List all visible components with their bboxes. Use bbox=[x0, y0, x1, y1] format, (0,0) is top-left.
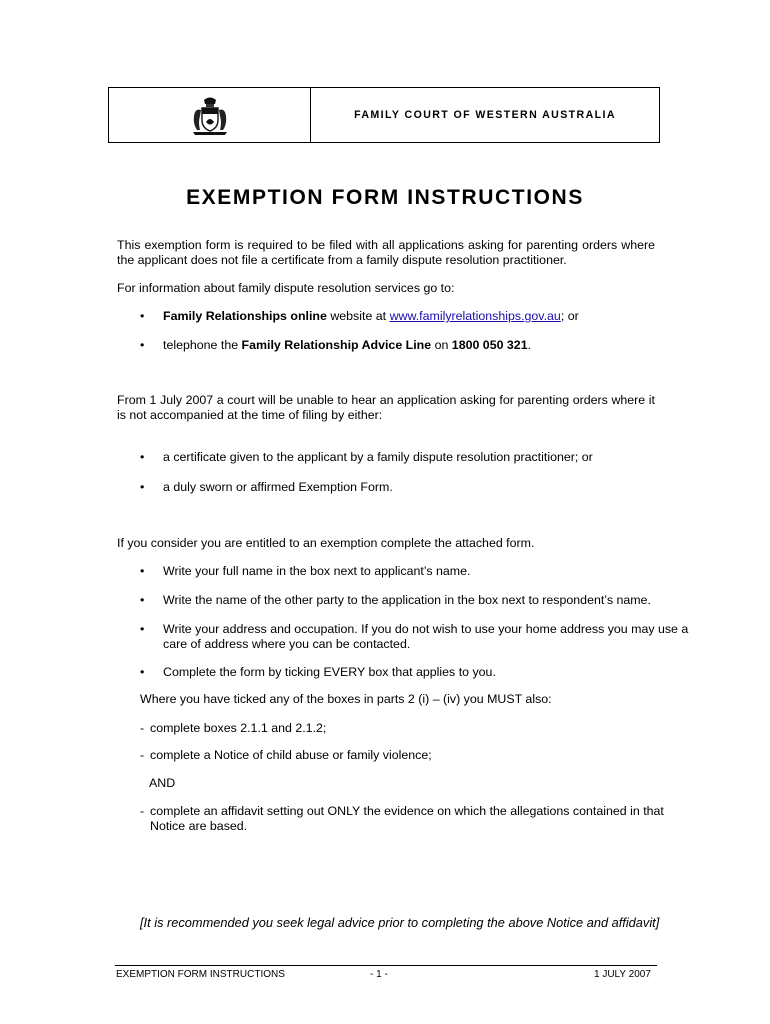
dash-marker: - bbox=[140, 748, 145, 762]
dash-marker: - bbox=[140, 804, 145, 818]
list-item: complete a Notice of child abuse or family violence; bbox=[150, 748, 432, 762]
service-text: website at bbox=[326, 309, 390, 323]
service-text-end: ; or bbox=[560, 309, 579, 323]
page-title: EXEMPTION FORM INSTRUCTIONS bbox=[186, 186, 584, 209]
bullet-icon: • bbox=[140, 622, 145, 636]
list-item: complete an affidavit setting out ONLY the evidence on which the allegations contained in that Notice are based. bbox=[150, 804, 664, 833]
intro-paragraph: This exemption form is required to be filed with all applications asking for parenting orders where the applicant does not file a certificate from a family dispute resolution practitioner. bbox=[117, 238, 655, 267]
list-item: complete boxes 2.1.1 and 2.1.2; bbox=[150, 721, 327, 735]
header-box bbox=[108, 87, 660, 143]
list-item: a certificate given to the applicant by a family dispute resolution practitioner; or bbox=[163, 450, 593, 464]
service-item-phone bbox=[163, 338, 713, 353]
legal-advice-note: [It is recommended you seek legal advice prior to completing the above Notice and affidavit] bbox=[140, 915, 660, 930]
bullet-icon: • bbox=[140, 564, 145, 578]
bullet-icon: • bbox=[140, 593, 145, 607]
footer-date: 1 JULY 2007 bbox=[594, 969, 651, 980]
phone-text: telephone the bbox=[163, 338, 242, 352]
and-label: AND bbox=[149, 776, 176, 790]
service-name: Family Relationships online bbox=[163, 309, 327, 323]
list-item: Write the name of the other party to the application in the box next to respondent’s name. bbox=[163, 593, 651, 607]
advice-line-name: Family Relationship Advice Line bbox=[241, 338, 432, 352]
bullet-icon: • bbox=[140, 309, 145, 323]
bullet-icon: • bbox=[140, 665, 145, 679]
list-item: Write your address and occupation. If you do not wish to use your home address you may use a care of address where you can be contacted. bbox=[163, 622, 689, 651]
bullet-icon: • bbox=[140, 338, 145, 352]
dash-marker: - bbox=[140, 721, 145, 735]
phone-number: 1800 050 321 bbox=[451, 338, 528, 352]
service-item-website bbox=[163, 309, 713, 324]
court-name: FAMILY COURT OF WESTERN AUSTRALIA bbox=[354, 109, 616, 121]
list-item: Complete the form by ticking EVERY box that applies to you. bbox=[163, 665, 496, 679]
coat-of-arms-icon bbox=[187, 96, 233, 136]
page-number: - 1 - bbox=[370, 969, 388, 980]
list-item: Write your full name in the box next to applicant’s name. bbox=[163, 564, 471, 578]
phone-text-end: . bbox=[527, 338, 532, 352]
must-intro: Where you have ticked any of the boxes in parts 2 (i) – (iv) you MUST also: bbox=[140, 692, 552, 706]
phone-text-mid: on bbox=[431, 338, 452, 352]
bullet-icon: • bbox=[140, 480, 145, 494]
footer-divider bbox=[115, 965, 657, 966]
website-link[interactable]: www.familyrelationships.gov.au bbox=[389, 309, 561, 323]
requirement-paragraph: From 1 July 2007 a court will be unable to hear an application asking for parenting orders where it is not accompanied at the time of filing by either: bbox=[117, 393, 655, 422]
bullet-icon: • bbox=[140, 450, 145, 464]
info-paragraph: For information about family dispute resolution services go to: bbox=[117, 281, 455, 295]
list-item: a duly sworn or affirmed Exemption Form. bbox=[163, 480, 393, 494]
footer-title: EXEMPTION FORM INSTRUCTIONS bbox=[116, 969, 285, 980]
exemption-paragraph: If you consider you are entitled to an exemption complete the attached form. bbox=[117, 536, 535, 550]
